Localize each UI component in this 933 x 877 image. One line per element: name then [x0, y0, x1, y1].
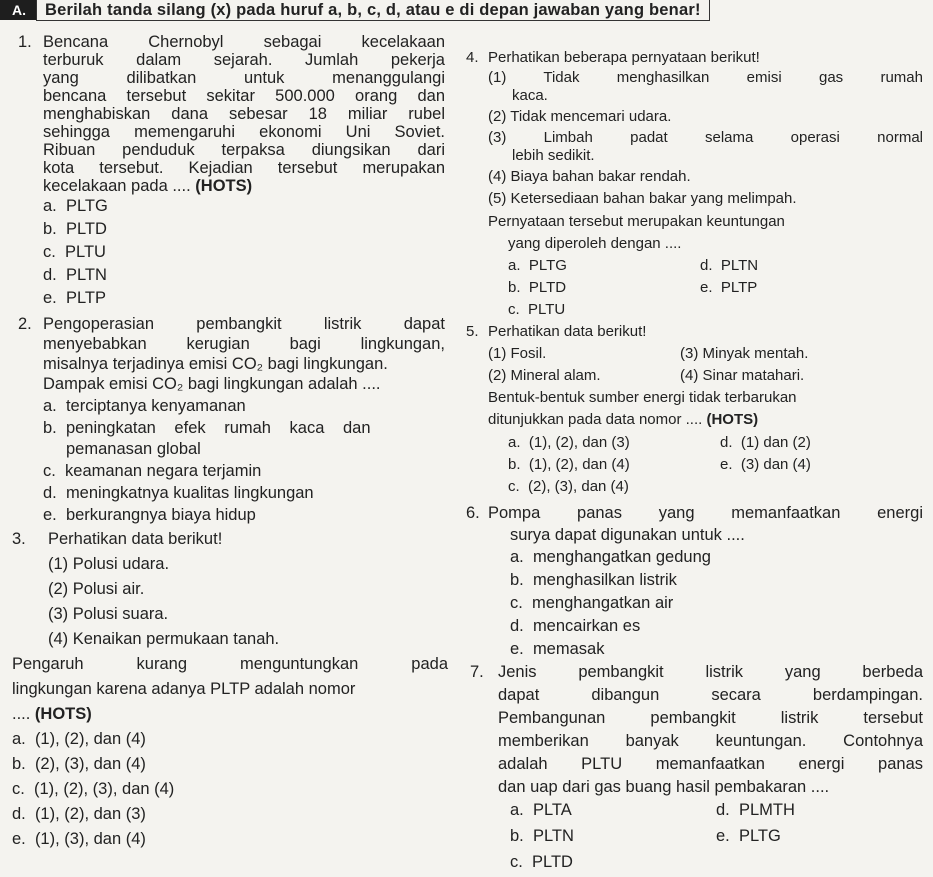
question-text: Bentuk-bentuk sumber energi tidak terbarukan — [488, 389, 797, 406]
option-d[interactable]: d. (1), (2), dan (3) — [12, 805, 146, 823]
option-e[interactable]: e. PLTP — [700, 279, 758, 296]
data-item: (4) Sinar matahari. — [680, 367, 805, 384]
question-text: Perhatikan data berikut! — [488, 323, 647, 340]
data-item: (4) Kenaikan permukaan tanah. — [48, 630, 280, 648]
option-e[interactable]: e. berkurangnya biaya hidup — [43, 506, 256, 524]
data-item: lebih sedikit. — [512, 147, 595, 164]
question-text: bencana tersebut sekitar 500.000 orang dan — [43, 87, 445, 105]
question-text: Dampak emisi CO₂ bagi lingkungan adalah .... — [43, 375, 381, 393]
question-text: kota tersebut. Kejadian tersebut merupakan — [43, 159, 445, 177]
question-number: 3. — [12, 530, 26, 548]
question-text: Pompa panas yang memanfaatkan energi — [488, 504, 923, 522]
question-text: Pengoperasian pembangkit listrik dapat — [43, 315, 445, 333]
question-text: Jenis pembangkit listrik yang berbeda — [498, 663, 923, 681]
option-e[interactable]: e. (3) dan (4) — [720, 456, 811, 473]
question-text: ditunjukkan pada data nomor .... — [488, 411, 707, 428]
question-text: terburuk dalam sejarah. Jumlah pekerja — [43, 51, 445, 69]
question-text: adalah PLTU memanfaatkan energi panas — [498, 755, 923, 773]
data-item: (2) Mineral alam. — [488, 367, 601, 384]
option-b-continued: pemanasan global — [66, 440, 201, 458]
question-text: menyebabkan kerugian bagi lingkungan, — [43, 335, 445, 353]
question-text: menghabiskan dana sebesar 18 miliar rubel — [43, 105, 445, 123]
data-item: kaca. — [512, 87, 548, 104]
option-a[interactable]: a. (1), (2), dan (3) — [508, 434, 630, 451]
section-label: A. — [0, 0, 36, 20]
option-c[interactable]: c. (2), (3), dan (4) — [508, 478, 629, 495]
option-b[interactable]: b. PLTN — [510, 827, 574, 845]
question-number: 5. — [466, 323, 479, 340]
question-text: yang diperoleh dengan .... — [508, 235, 682, 252]
option-d[interactable]: d. (1) dan (2) — [720, 434, 811, 451]
question-text: Perhatikan data berikut! — [48, 530, 223, 548]
option-b[interactable]: b. PLTD — [43, 220, 107, 238]
option-c[interactable]: c. PLTU — [508, 301, 566, 318]
option-b[interactable]: b. PLTD — [508, 279, 567, 296]
option-b[interactable]: b. menghasilkan listrik — [510, 571, 677, 589]
data-item: (1) Tidak menghasilkan emisi gas rumah — [488, 69, 923, 86]
question-text: Perhatikan beberapa pernyataan berikut! — [488, 49, 760, 66]
data-item: (4) Biaya bahan bakar rendah. — [488, 168, 691, 185]
option-a[interactable]: a. menghangatkan gedung — [510, 548, 711, 566]
question-text: kecelakaan pada .... — [43, 177, 196, 195]
option-b[interactable]: b. peningkatan efek rumah kaca dan — [43, 419, 371, 437]
question-text: Ribuan penduduk terpaksa diungsikan dari — [43, 141, 445, 159]
option-a[interactable]: a. PLTG — [43, 197, 108, 215]
data-item: (3) Limbah padat selama operasi normal — [488, 129, 923, 146]
option-c[interactable]: c. PLTU — [43, 243, 106, 261]
data-item: (3) Polusi suara. — [48, 605, 169, 623]
question-text: Pengaruh kurang menguntungkan pada — [12, 655, 448, 673]
data-item: (2) Polusi air. — [48, 580, 145, 598]
question-number: 6. — [466, 504, 480, 522]
option-e[interactable]: e. memasak — [510, 640, 605, 658]
option-a[interactable]: a. PLTA — [510, 801, 572, 819]
data-item: (1) Fosil. — [488, 345, 547, 362]
question-number: 7. — [470, 663, 484, 681]
data-item: (3) Minyak mentah. — [680, 345, 809, 362]
section-header — [0, 0, 710, 20]
question-text: lingkungan karena adanya PLTP adalah nomor — [12, 680, 356, 698]
option-d[interactable]: d. PLMTH — [716, 801, 795, 819]
option-d[interactable]: d. mencairkan es — [510, 617, 641, 635]
option-c[interactable]: c. keamanan negara terjamin — [43, 462, 262, 480]
data-item: (1) Polusi udara. — [48, 555, 170, 573]
option-d[interactable]: d. meningkatnya kualitas lingkungan — [43, 484, 314, 502]
question-text: .... — [12, 705, 35, 723]
option-e[interactable]: e. (1), (3), dan (4) — [12, 830, 146, 848]
question-text: dapat dibangun secara berdampingan. — [498, 686, 923, 704]
question-number: 1. — [18, 33, 32, 51]
option-c[interactable]: c. menghangatkan air — [510, 594, 674, 612]
instruction-text: Berilah tanda silang (x) pada huruf a, b, c, d, atau e di depan jawaban yang benar! — [36, 0, 710, 21]
hots-tag: (HOTS) — [34, 705, 92, 723]
question-text: Bencana Chernobyl sebagai kecelakaan — [43, 33, 445, 51]
option-b[interactable]: b. (2), (3), dan (4) — [12, 755, 146, 773]
option-d[interactable]: d. PLTN — [43, 266, 107, 284]
question-text: Pernyataan tersebut merupakan keuntungan — [488, 213, 785, 230]
option-d[interactable]: d. PLTN — [700, 257, 759, 274]
option-e[interactable]: e. PLTP — [43, 289, 106, 307]
option-c[interactable]: c. (1), (2), (3), dan (4) — [12, 780, 175, 798]
option-e[interactable]: e. PLTG — [716, 827, 781, 845]
question-text: misalnya terjadinya emisi CO₂ bagi lingkungan. — [43, 355, 388, 373]
question-number: 2. — [18, 315, 32, 333]
question-text: sehingga memengaruhi ekonomi Uni Soviet. — [43, 123, 445, 141]
option-b[interactable]: b. (1), (2), dan (4) — [508, 456, 630, 473]
question-text: dan uap dari gas buang hasil pembakaran .... — [498, 778, 830, 796]
option-a[interactable]: a. PLTG — [508, 257, 567, 274]
option-a[interactable]: a. (1), (2), dan (4) — [12, 730, 146, 748]
data-item: (5) Ketersediaan bahan bakar yang melimpah. — [488, 190, 797, 207]
data-item: (2) Tidak mencemari udara. — [488, 108, 672, 125]
option-a[interactable]: a. terciptanya kenyamanan — [43, 397, 246, 415]
question-number: 4. — [466, 49, 479, 66]
question-text: Pembangunan pembangkit listrik tersebut — [498, 709, 923, 727]
question-text: yang dilibatkan untuk menanggulangi — [43, 69, 445, 87]
option-c[interactable]: c. PLTD — [510, 853, 573, 871]
hots-tag: (HOTS) — [195, 177, 253, 195]
question-text: surya dapat digunakan untuk .... — [510, 526, 745, 544]
question-text: memberikan banyak keuntungan. Contohnya — [498, 732, 923, 750]
hots-tag: (HOTS) — [706, 411, 759, 428]
